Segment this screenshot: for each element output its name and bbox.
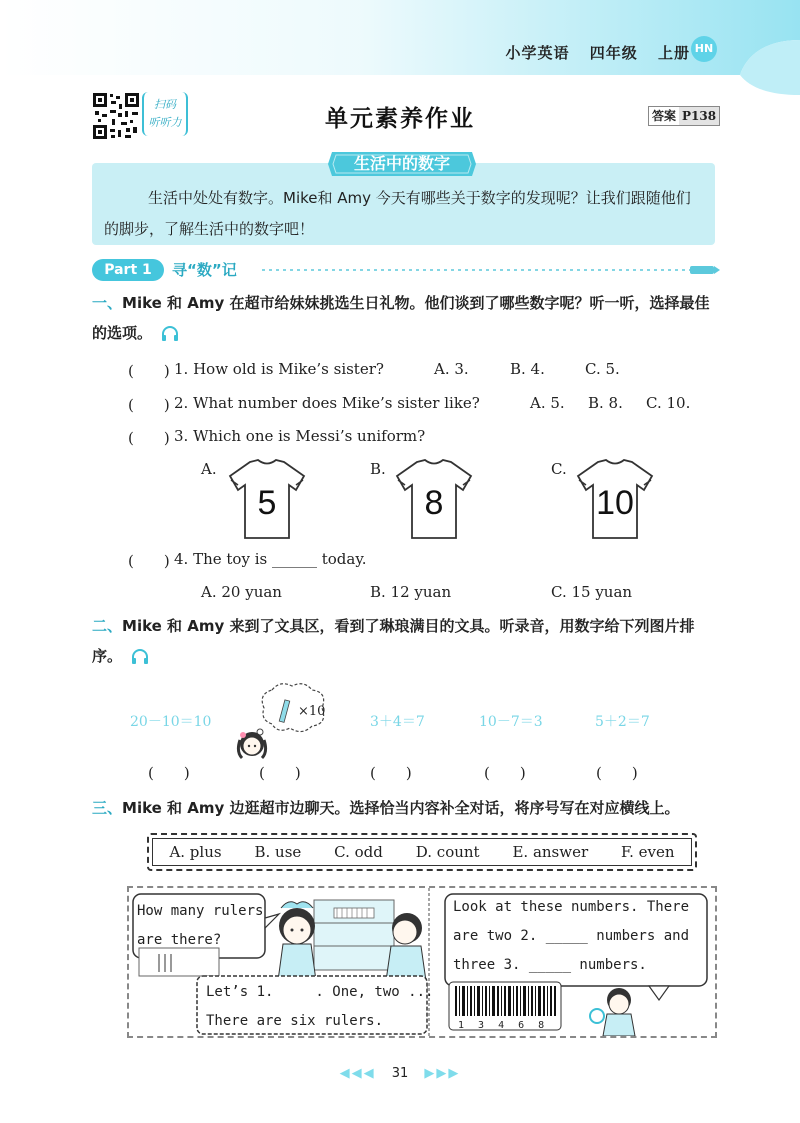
headphones-icon[interactable] — [131, 649, 149, 665]
headphones-icon[interactable] — [161, 326, 179, 342]
option-e: E. answer — [512, 843, 589, 861]
edition-badge: HN — [691, 36, 717, 62]
picture-2-paren[interactable]: ( ) — [259, 764, 301, 782]
section1-text: Mike 和 Amy 在超市给妹妹挑选生日礼物。他们谈到了哪些数字呢？听一听，选择最佳的选项。 — [92, 294, 710, 342]
picture-3-paren[interactable]: ( ) — [370, 764, 412, 782]
picture-3-equation: 3＋4＝7 — [370, 714, 425, 730]
shirt-b-number: 8 — [424, 484, 444, 522]
shirt-c-icon[interactable] — [576, 458, 654, 540]
bubble-2-line1: Let’s 1. . One, two ... — [206, 984, 434, 1000]
q2-option-a: A. 5. — [530, 394, 565, 412]
picture-5-equation: 5＋2＝7 — [595, 714, 650, 730]
page-footer — [0, 1066, 800, 1081]
q2-answer-paren[interactable]: ( ) — [128, 396, 170, 414]
q1-option-b: B. 4. — [510, 360, 545, 378]
shirt-b-icon[interactable] — [395, 458, 473, 540]
q1-answer-paren[interactable]: ( ) — [128, 362, 170, 380]
header-subject: 小学英语 — [505, 44, 570, 62]
shirt-c-number: 10 — [596, 484, 634, 522]
shirt-a-icon[interactable] — [228, 458, 306, 540]
section3-heading — [92, 793, 717, 823]
bubble-1-line2: are there? — [137, 932, 222, 948]
shirt-a-number: 5 — [257, 484, 277, 522]
picture-2-label: ×10 — [298, 704, 326, 719]
answer-label: 答案 — [652, 109, 677, 123]
section2-heading — [92, 611, 717, 671]
answer-page: P138 — [679, 107, 719, 125]
q2-option-b: B. 8. — [588, 394, 623, 412]
section1-heading — [92, 288, 717, 348]
bubble-3-line2: are two 2. _____ numbers and — [453, 928, 690, 944]
header-grade: 四年级 — [589, 44, 638, 62]
bubble-1-line1: How many rulers — [137, 903, 264, 919]
picture-4-equation: 10－7＝3 — [479, 714, 543, 730]
bubble-1 — [137, 897, 263, 955]
option-c: C. odd — [334, 843, 383, 861]
q1-text: 1. How old is Mike’s sister? — [174, 360, 384, 378]
picture-4-paren[interactable]: ( ) — [484, 764, 526, 782]
shirt-b-label: B. — [370, 460, 386, 478]
page-title: 单元素养作业 — [325, 106, 475, 132]
bubble-2-line2: There are six rulers. — [206, 1013, 384, 1029]
footer-right-arrows: ▶▶▶ — [424, 1066, 461, 1081]
bubble-3-line1: Look at these numbers. There — [453, 899, 690, 915]
picture-1-paren[interactable]: ( ) — [148, 764, 190, 782]
q3-answer-paren[interactable]: ( ) — [128, 429, 170, 447]
q4-answer-paren[interactable]: ( ) — [128, 552, 170, 570]
section2-text: Mike 和 Amy 来到了文具区，看到了琳琅满目的文具。听录音，用数字给下列图片排序。 — [92, 617, 695, 665]
option-a: A. plus — [169, 843, 222, 861]
page-number: 31 — [391, 1066, 409, 1081]
section2-number: 二、 — [92, 617, 123, 635]
answer-tag — [648, 106, 720, 126]
q2-option-c: C. 10. — [646, 394, 691, 412]
shirt-c-label: C. — [551, 460, 567, 478]
section3-text: Mike 和 Amy 边逛超市边聊天。选择恰当内容补全对话，将序号写在对应横线上。 — [122, 799, 680, 817]
intro-badge: 生活中的数字 — [353, 154, 450, 173]
q4-text: 4. The toy is ______ today. — [174, 550, 367, 568]
header-info — [491, 42, 690, 63]
option-d: D. count — [415, 843, 480, 861]
q1-option-a: A. 3. — [434, 360, 469, 378]
part-label: Part 1 — [92, 259, 164, 281]
q4-option-a: A. 20 yuan — [201, 583, 282, 601]
picture-5-paren[interactable]: ( ) — [596, 764, 638, 782]
header-volume: 上册 — [657, 44, 690, 62]
q4-option-c: C. 15 yuan — [551, 583, 633, 601]
part-title: 寻“数”记 — [172, 261, 237, 279]
part-divider — [262, 258, 720, 282]
picture-1-equation: 20－10＝10 — [130, 714, 212, 730]
bubble-3 — [453, 893, 689, 980]
section3-number: 三、 — [92, 799, 123, 817]
scan-hint-line2: 听听力 — [148, 116, 182, 129]
option-f: F. even — [621, 843, 675, 861]
girl-thinking-icon — [232, 680, 332, 760]
option-b: B. use — [254, 843, 302, 861]
footer-left-arrows: ◀◀◀ — [339, 1066, 376, 1081]
scan-hint-line1: 扫码 — [154, 98, 176, 111]
options-list — [152, 838, 692, 866]
section1-number: 一、 — [92, 294, 123, 312]
q3-text: 3. Which one is Messi’s uniform? — [174, 427, 426, 445]
intro-text: 生活中处处有数字。Mike和 Amy 今天有哪些关于数字的发现呢？让我们跟随他们的脚步，了解生活中的数字吧！ — [104, 189, 691, 238]
bubble-2 — [206, 978, 433, 1036]
q4-option-b: B. 12 yuan — [370, 583, 452, 601]
barcode-digits: 1 3 4 6 8 — [458, 1020, 549, 1031]
q2-text: 2. What number does Mike’s sister like? — [174, 394, 480, 412]
q1-option-c: C. 5. — [585, 360, 620, 378]
bubble-3-line3: three 3. _____ numbers. — [453, 957, 647, 973]
shirt-a-label: A. — [201, 460, 217, 478]
